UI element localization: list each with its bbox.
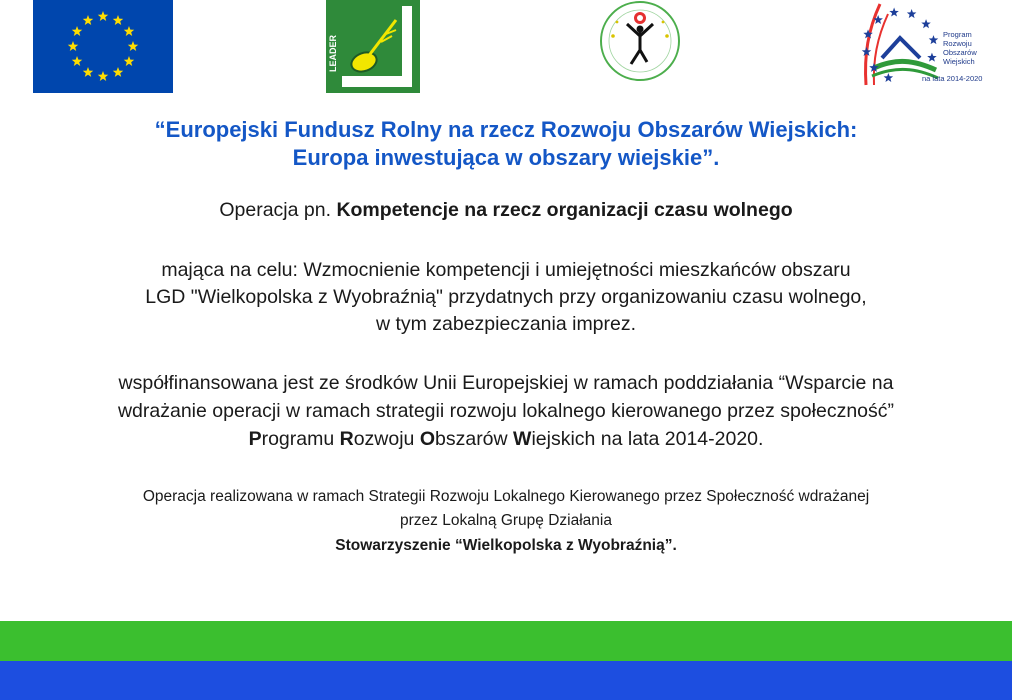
implementation-line-2: przez Lokalną Grupę Działania — [400, 512, 612, 529]
word-programu: rogramu — [261, 428, 340, 450]
star-icon — [72, 26, 82, 36]
star-icon — [921, 19, 931, 28]
operation-prefix: Operacja pn. — [219, 199, 337, 221]
funding-line-2: wdrażanie operacji w ramach strategii rozwoju lokalnego kierowanego przez społeczność” — [117, 400, 895, 422]
star-icon — [907, 9, 917, 18]
star-icon — [98, 11, 108, 21]
headline-line-1: “Europejski Fundusz Rolny na rzecz Rozwoju Obszarów Wiejskich: — [154, 117, 858, 142]
star-icon — [128, 41, 138, 51]
headline-line-2: Europa inwestująca w obszary wiejskie”. — [292, 145, 720, 170]
blue-band — [0, 661, 1012, 700]
eu-stars-icon — [33, 0, 173, 93]
eu-flag-logo — [33, 0, 173, 93]
green-band — [0, 621, 1012, 661]
star-icon — [113, 15, 123, 25]
funding-line-3 — [0, 427, 1012, 451]
star-icon — [113, 67, 123, 77]
initial-p: P — [248, 428, 262, 450]
star-icon — [83, 15, 93, 25]
star-icon — [68, 41, 78, 51]
goal-line-2: LGD "Wielkopolska z Wyobraźnią" przydatnych przy organizowaniu czasu wolnego, — [145, 286, 867, 308]
word-wiejskich: iejskich na lata 2014-2020. — [531, 428, 764, 450]
star-icon — [72, 56, 82, 66]
star-icon — [929, 35, 939, 44]
star-icon — [889, 8, 899, 17]
initial-w: W — [513, 428, 532, 450]
star-icon — [124, 26, 134, 36]
operation-name: Kompetencje na rzecz organizacji czasu wolnego — [336, 199, 793, 221]
leader-logo — [326, 0, 420, 93]
star-icon — [98, 71, 108, 81]
star-icon — [927, 53, 937, 62]
funding-line-1: współfinansowana jest ze środków Unii Europejskiej w ramach poddziałania “Wsparcie na — [118, 372, 894, 394]
initial-r: R — [339, 428, 354, 450]
prow-program-name: Program Rozwoju Obszarów Wiejskich — [943, 30, 977, 66]
star-icon — [83, 67, 93, 77]
operation-title — [0, 198, 1012, 222]
initial-o: O — [419, 428, 435, 450]
lgd-logo — [597, 0, 683, 82]
house-icon — [872, 38, 938, 78]
word-obszarow: bszarów — [435, 428, 514, 450]
prow-years: na lata 2014-2020 — [922, 74, 983, 83]
star-icon — [884, 73, 894, 82]
goal-line-3: w tym zabezpieczania imprez. — [375, 313, 637, 335]
leader-label: LEADER — [328, 34, 338, 72]
goal-line-1: mająca na celu: Wzmocnienie kompetencji i umiejętności mieszkańców obszaru — [161, 259, 851, 281]
implementation-line-1: Operacja realizowana w ramach Strategii Rozwoju Lokalnego Kierowanego przez Społeczność wdrażanej — [142, 488, 870, 505]
association-name: Stowarzyszenie “Wielkopolska z Wyobraźnią”. — [335, 537, 677, 554]
word-rozwoju: ozwoju — [353, 428, 420, 450]
star-icon — [124, 56, 134, 66]
